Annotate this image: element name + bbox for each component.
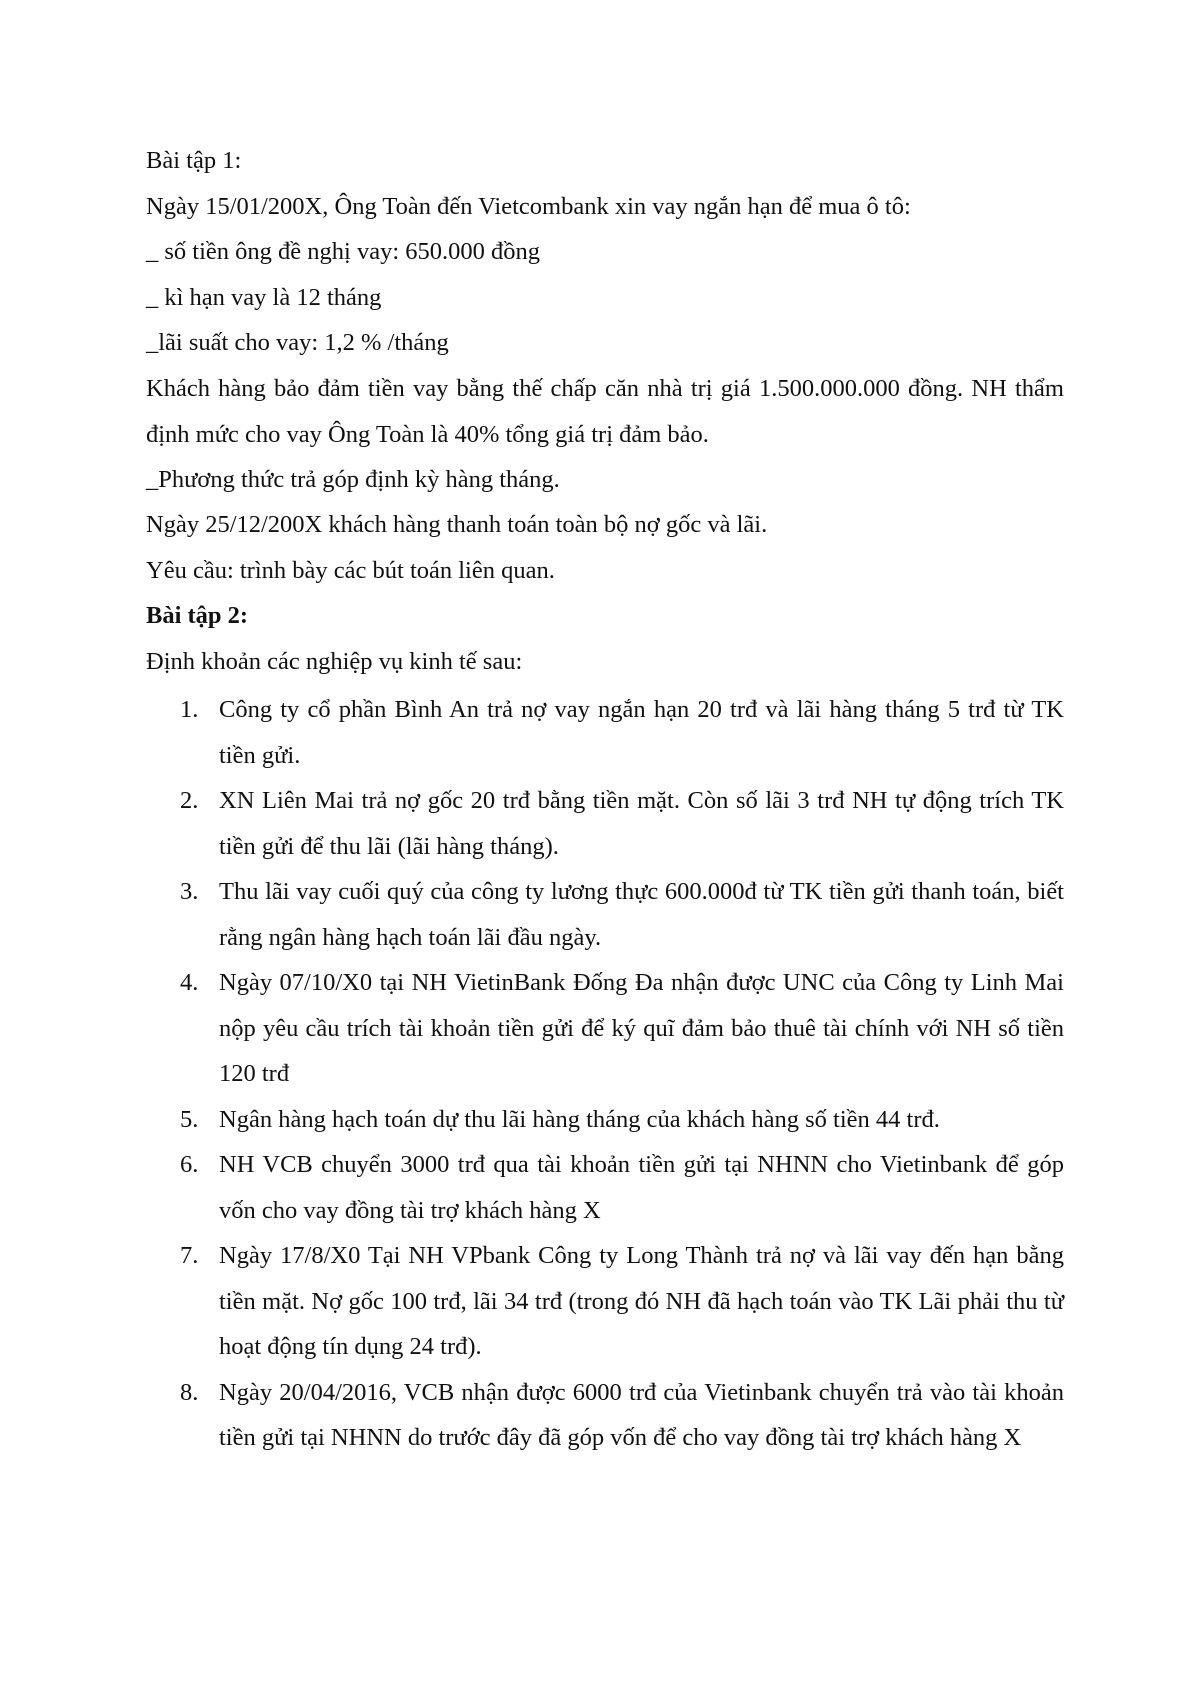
item-text: Công ty cổ phần Bình An trả nợ vay ngắn hạn 20 trđ và lãi hàng tháng 5 trđ từ TK tiền gửi. bbox=[219, 696, 1064, 769]
item-number: 7. bbox=[180, 1242, 199, 1269]
item-number: 1. bbox=[180, 696, 199, 723]
exercise-1-title: Bài tập 1: bbox=[146, 147, 242, 174]
repayment-method-line: _Phương thức trả góp định kỳ hàng tháng. bbox=[146, 466, 560, 493]
list-item bbox=[146, 1142, 1064, 1233]
loan-term-line: _ kì hạn vay là 12 tháng bbox=[146, 284, 382, 311]
list-item bbox=[146, 1097, 1064, 1143]
requirement-line: Yêu cầu: trình bày các bút toán liên quan. bbox=[146, 557, 555, 584]
item-number: 5. bbox=[180, 1105, 199, 1133]
item-number: 6. bbox=[180, 1151, 199, 1178]
item-number: 4. bbox=[180, 969, 199, 996]
list-item bbox=[146, 960, 1064, 1097]
loan-amount-line: _ số tiền ông đề nghị vay: 650.000 đồng bbox=[146, 238, 541, 265]
item-text: Ngày 07/10/X0 tại NH VietinBank Đống Đa nhận được UNC của Công ty Linh Mai nộp yêu cầu trích tài khoản tiền gửi để ký quĩ đảm bảo thuê tài chính với NH số tiền 120 trđ bbox=[219, 969, 1064, 1087]
exercise-2-title: Bài tập 2: bbox=[146, 602, 249, 629]
exercise-1-intro: Ngày 15/01/200X, Ông Toàn đến Vietcombank xin vay ngắn hạn để mua ô tô: bbox=[146, 193, 911, 220]
list-item bbox=[146, 778, 1064, 869]
item-number: 8. bbox=[180, 1378, 199, 1406]
list-item bbox=[146, 687, 1064, 778]
collateral-paragraph: Khách hàng bảo đảm tiền vay bằng thế chấp căn nhà trị giá 1.500.000.000 đồng. NH thẩm định mức cho vay Ông Toàn là 40% tổng giá trị đảm bảo. bbox=[146, 375, 1064, 448]
item-number: 3. bbox=[180, 878, 199, 905]
item-text: Ngày 20/04/2016, VCB nhận được 6000 trđ của Vietinbank chuyển trả vào tài khoản tiền gửi tại NHNN do trước đây đã góp vốn để cho vay đồng tài trợ khách hàng X bbox=[219, 1378, 1064, 1451]
item-text: Ngày 17/8/X0 Tại NH VPbank Công ty Long Thành trả nợ và lãi vay đến hạn bằng tiền mặt. Nợ gốc 100 trđ, lãi 34 trđ (trong đó NH đã hạch toán vào TK Lãi phải thu từ hoạt động tín dụng 24 trđ). bbox=[219, 1242, 1064, 1360]
item-text: XN Liên Mai trả nợ gốc 20 trđ bằng tiền mặt. Còn số lãi 3 trđ NH tự động trích TK tiền gửi để thu lãi (lãi hàng tháng). bbox=[219, 787, 1064, 860]
exercise-2-intro: Định khoản các nghiệp vụ kinh tế sau: bbox=[146, 648, 523, 675]
interest-rate-line: _lãi suất cho vay: 1,2 % /tháng bbox=[146, 329, 449, 356]
item-text: NH VCB chuyển 3000 trđ qua tài khoản tiền gửi tại NHNN cho Vietinbank để góp vốn cho vay đồng tài trợ khách hàng X bbox=[219, 1151, 1064, 1224]
item-text: Thu lãi vay cuối quý của công ty lương thực 600.000đ từ TK tiền gửi thanh toán, biết rằng ngân hàng hạch toán lãi đầu ngày. bbox=[219, 878, 1064, 951]
item-text: Ngân hàng hạch toán dự thu lãi hàng tháng của khách hàng số tiền 44 trđ. bbox=[219, 1105, 940, 1133]
settlement-line: Ngày 25/12/200X khách hàng thanh toán toàn bộ nợ gốc và lãi. bbox=[146, 511, 768, 538]
list-item bbox=[146, 1370, 1064, 1461]
list-item bbox=[146, 869, 1064, 960]
item-number: 2. bbox=[180, 787, 199, 814]
list-item bbox=[146, 1233, 1064, 1370]
transaction-list bbox=[146, 687, 1064, 1461]
